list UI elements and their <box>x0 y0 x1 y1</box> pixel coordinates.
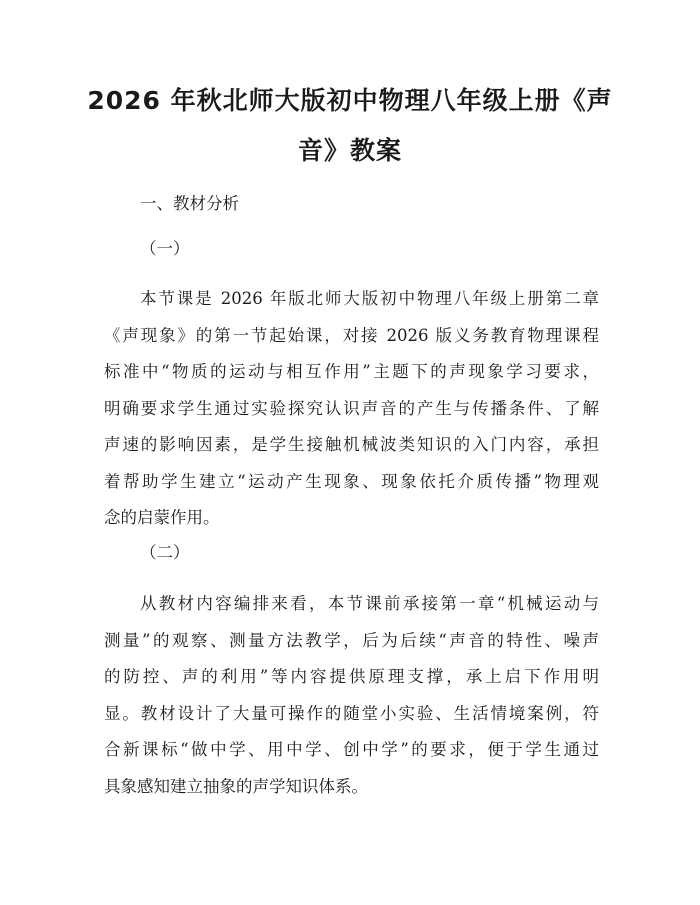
paragraph-line: 从教材内容编排来看，本节课前承接第一章“机械运动与 <box>140 594 599 613</box>
paragraph-line: 测量”的观察、测量方法教学，后为后续“声音的特性、噪声 <box>104 630 599 650</box>
document-title-line-1: 2026 年秋北师大版初中物理八年级上册《声 <box>87 86 613 115</box>
paragraph-line: 具象感知建立抽象的声学知识体系。 <box>104 776 368 796</box>
subsection-heading-2: （二） <box>140 543 190 562</box>
paragraph-line: 《声现象》的第一节起始课，对接 2026 版义务教育物理课程 <box>104 325 599 345</box>
paragraph-2 <box>104 586 599 805</box>
section-heading: 一、教材分析 <box>140 194 239 213</box>
paragraph-line: 标准中“物质的运动与相互作用”主题下的声现象学习要求， <box>104 362 599 381</box>
subsection-heading-1: （一） <box>140 239 190 258</box>
paragraph-line: 的防控、声的利用”等内容提供原理支撑，承上启下作用明 <box>104 667 599 686</box>
paragraph-line: 本节课是 2026 年版北师大版初中物理八年级上册第二章 <box>140 289 599 308</box>
paragraph-line: 念的启蒙作用。 <box>104 508 220 527</box>
document-title-line-2: 音》教案 <box>297 136 402 165</box>
paragraph-line: 显。教材设计了大量可操作的随堂小实验、生活情境案例，符 <box>104 703 599 723</box>
paragraph-line: 着帮助学生建立“运动产生现象、现象依托介质传播”物理观 <box>104 471 599 491</box>
paragraph-line: 声速的影响因素，是学生接触机械波类知识的入门内容，承担 <box>104 435 599 454</box>
paragraph-1 <box>104 281 599 537</box>
paragraph-line: 明确要求学生通过实验探究认识声音的产生与传播条件、了解 <box>104 398 599 418</box>
paragraph-line: 合新课标“做中学、用中学、创中学”的要求，便于学生通过 <box>104 740 599 759</box>
